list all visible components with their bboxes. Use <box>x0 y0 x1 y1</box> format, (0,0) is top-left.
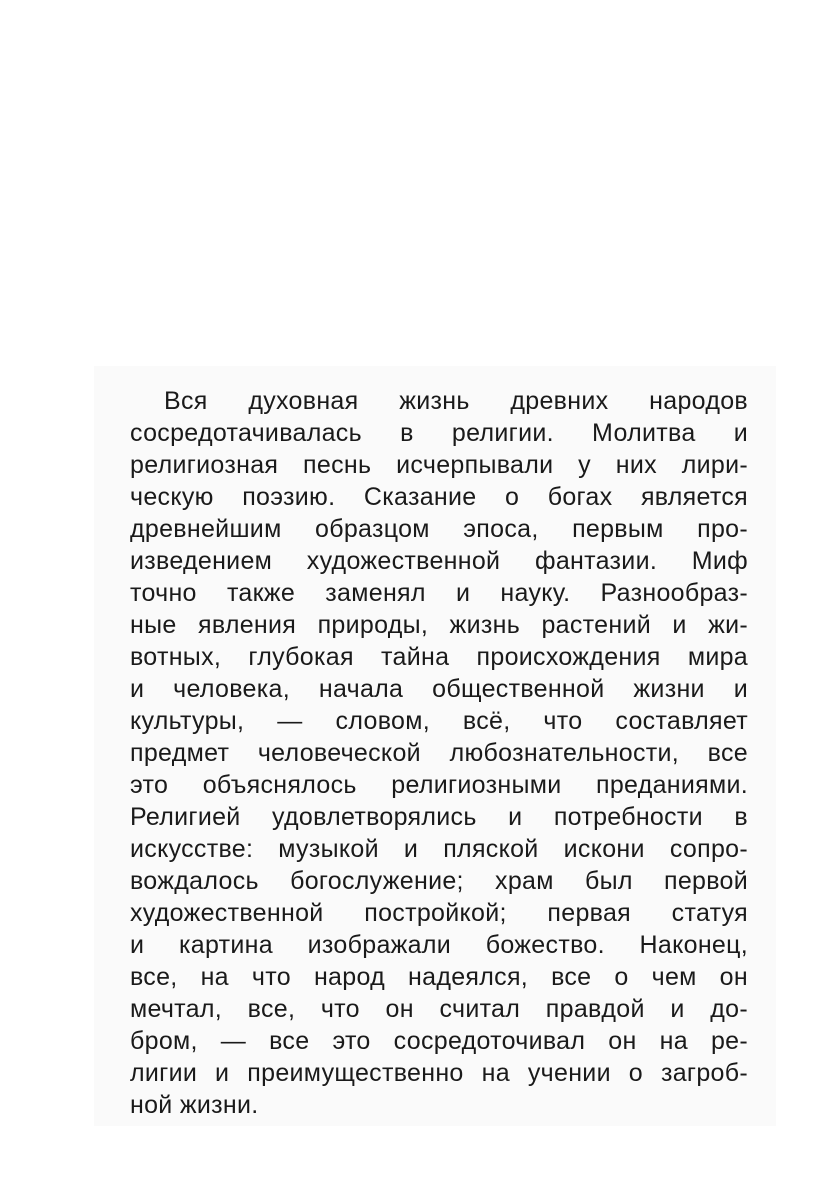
text-line-21: бром, — все это сосредоточивал он на ре- <box>130 1027 748 1055</box>
text-line-6: изведением художественной фантазии. Миф <box>130 547 748 575</box>
paragraph <box>130 385 748 1121</box>
text-line-18: и картина изображали божество. Наконец, <box>130 931 748 959</box>
text-line-4: ческую поэзию. Сказание о богах является <box>130 483 748 511</box>
text-line-3: религиозная песнь исчерпывали у них лири- <box>130 451 748 479</box>
text-line-7: точно также заменял и науку. Разнообраз- <box>130 579 748 607</box>
text-line-20: мечтал, все, что он считал правдой и до- <box>130 995 748 1023</box>
text-line-13: это объяснялось религиозными преданиями. <box>130 771 748 799</box>
text-line-11: культуры, — словом, всё, что составляет <box>130 707 748 735</box>
text-line-5: древнейшим образцом эпоса, первым про- <box>130 515 748 543</box>
text-line-15: искусстве: музыкой и пляской искони сопро- <box>130 835 748 863</box>
text-line-8: ные явления природы, жизнь растений и жи- <box>130 611 748 639</box>
text-line-14: Религией удовлетворялись и потребности в <box>130 803 748 831</box>
text-line-12: предмет человеческой любознательности, все <box>130 739 748 767</box>
text-line-10: и человека, начала общественной жизни и <box>130 675 748 703</box>
text-line-23: ной жизни. <box>130 1091 259 1119</box>
text-line-22: лигии и преимущественно на учении о загроб- <box>130 1059 748 1087</box>
text-line-2: сосредотачивалась в религии. Молитва и <box>130 419 748 447</box>
text-line-19: все, на что народ надеялся, все о чем он <box>130 963 748 991</box>
text-line-16: вождалось богослужение; храм был первой <box>130 867 748 895</box>
text-line-1: Вся духовная жизнь древних народов <box>164 387 748 415</box>
text-line-9: вотных, глубокая тайна происхождения мира <box>130 643 748 671</box>
text-line-17: художественной постройкой; первая статуя <box>130 899 748 927</box>
